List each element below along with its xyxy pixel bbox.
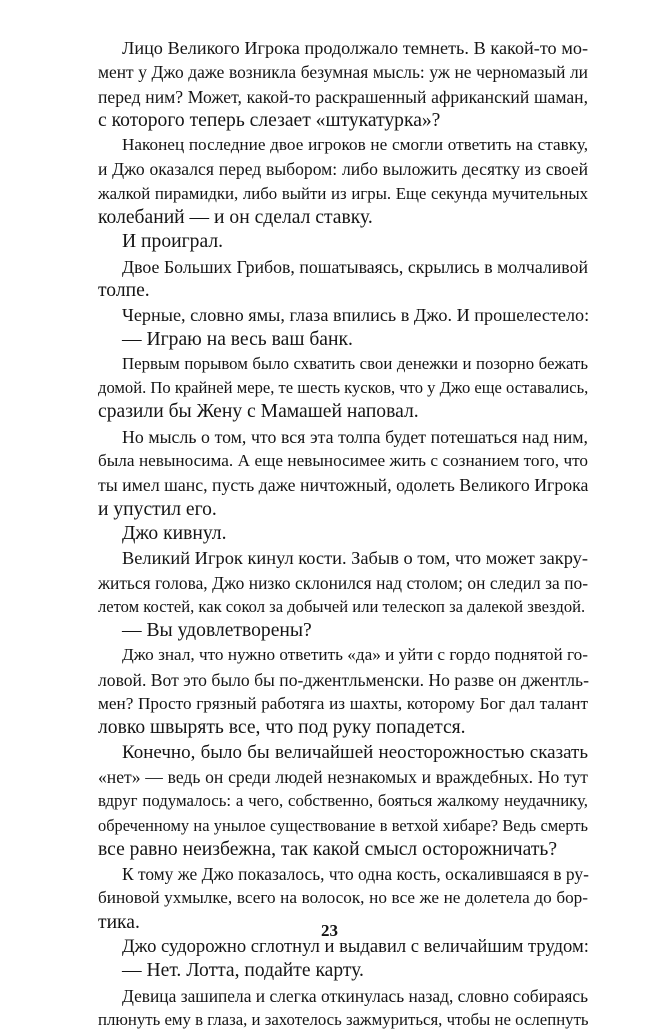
text-line: Великий Игрок кинул кости. Забыв о том, что может закру- (122, 548, 588, 569)
text-line: летом костей, как сокол за добычей или телескоп за далекой звездой. (98, 596, 586, 616)
text-line: мен? Просто грязный работяга из шахты, которому Бог дал талант (98, 694, 588, 714)
text-line: ты имел шанс, пусть даже ничтожный, одолеть Великого Игрока (98, 475, 589, 496)
text-line: все равно неизбежна, так какой смысл осторожничать? (98, 838, 558, 860)
text-line: ловко швырять все, что под руку попадется. (98, 717, 466, 739)
text-line: Джо судорожно сглотнул и выдавил с величайшим трудом: (122, 935, 589, 957)
text-line: Черные, словно ямы, глаза впились в Джо. И прошелестело: (122, 305, 590, 326)
text-line: домой. По крайней мере, те шесть кусков, что у Джо еще оставались, (98, 378, 589, 398)
text-line: — Вы удовлетворены? (122, 620, 312, 642)
text-line: мент у Джо даже возникла безумная мысль: уж не черномазый ли (98, 62, 588, 83)
text-line: Девица зашипела и слегка откинулась назад, словно собираясь (122, 985, 588, 1006)
text-line: с которого теперь слезает «штукатурка»? (98, 109, 441, 131)
page-number: 23 (321, 921, 338, 940)
text-line: ловой. Вот это было бы по-джентльменски. Но разве он джентль- (98, 669, 589, 690)
text-line: обреченному на унылое существование в ветхой хибаре? Ведь смерть (98, 815, 588, 835)
text-line: жалкой пирамидки, либо выйти из игры. Еще секунда мучительных (98, 183, 588, 203)
text-line: Наконец последние двое игроков не смогли ответить на ставку, (122, 135, 588, 155)
text-line: И проиграл. (122, 231, 223, 253)
text-line: Конечно, было бы величайшей неосторожностью сказать (122, 741, 588, 763)
text-line: Лицо Великого Игрока продолжало темнеть. В какой-то мо- (122, 38, 588, 58)
text-line: перед ним? Может, какой-то раскрашенный африканский шаман, (98, 86, 588, 107)
text-line: была невыносима. А еще невыносимее жить с сознанием того, что (98, 451, 588, 471)
text-line: — Играю на весь ваш банк. (122, 328, 353, 350)
text-line: толпе. (98, 279, 150, 301)
text-line: К тому же Джо показалось, что одна кость, оскалившаяся в ру- (122, 864, 589, 885)
text-line: биновой ухмылке, всего на волосок, но все же не долетела до бор- (98, 888, 588, 908)
text-line: Но мысль о том, что вся эта толпа будет потешаться над ним, (122, 426, 588, 447)
text-line: и упустил его. (98, 498, 217, 520)
text-line: «нет» — ведь он среди людей незнакомых и враждебных. Но тут (98, 766, 588, 787)
text-line: колебаний — и он сделал ставку. (98, 207, 373, 229)
text-line: — Нет. Лотта, подайте карту. (122, 960, 364, 982)
text-line: тика. (98, 911, 140, 933)
text-line: и Джо оказался перед выбором: либо выложить десятку из своей (98, 159, 588, 180)
text-line: житься голова, Джо низко склонился над столом; он следил за по- (98, 572, 588, 593)
text-line: Джо кивнул. (122, 522, 227, 544)
text-line: Джо знал, что нужно ответить «да» и уйти с гордо поднятой го- (122, 645, 588, 665)
page-text-block (98, 36, 588, 1032)
text-line: плюнуть ему в глаза, и захотелось зажмуриться, чтобы не ослепнуть (98, 1009, 589, 1029)
text-line: Первым порывом было схватить свои денежки и позорно бежать (122, 353, 588, 373)
text-line: вдруг подумалось: а чего, собственно, бояться жалкому неудачнику, (98, 791, 588, 811)
text-line: Двое Больших Грибов, пошатываясь, скрылись в молчаливой (122, 256, 588, 277)
text-line: сразили бы Жену с Мамашей наповал. (98, 401, 419, 423)
